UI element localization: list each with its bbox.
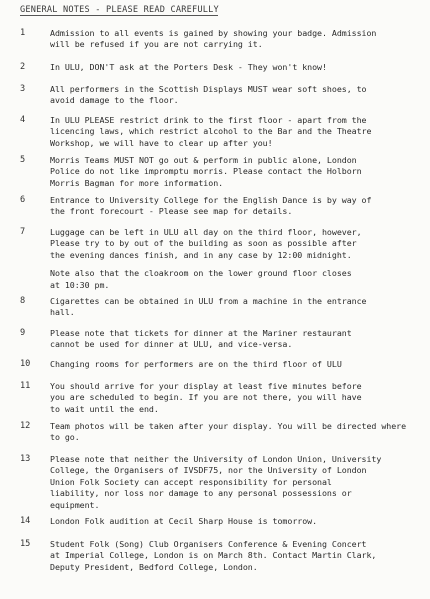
text-line: Cigarettes can be obtained in ULU from a machine in the entrance [50,296,367,306]
item-number: 5 [20,155,26,165]
text-line: Workshop, we will have to clear up after you! [50,137,273,148]
text-line: Please note that tickets for dinner at the Mariner restaurant [50,328,352,338]
item-text [50,115,424,149]
text-line: College, the Organisers of IVSDF75, nor the University of London [50,465,367,476]
item-text [50,328,424,351]
text-line: Please note that neither the University of London Union, University [50,454,382,464]
item-number: 8 [20,296,26,306]
item-text [50,539,424,573]
text-line: London Folk audition at Cecil Sharp House is tomorrow. [50,516,318,526]
item-text [50,381,424,415]
item-number: 12 [20,421,31,431]
item-number: 3 [20,84,26,94]
text-line: All performers in the Scottish Displays MUST wear soft shoes, to [50,84,367,94]
item-text [50,454,424,511]
text-line: you are scheduled to begin. If you are not there, you will have [50,392,362,403]
item-number: 4 [20,115,26,125]
text-line: Police do not like impromptu morris. Please contact the Holborn [50,166,362,177]
text-line: In ULU PLEASE restrict drink to the first floor - apart from the [50,115,367,125]
item-number: 15 [20,539,31,549]
text-line: Morris Teams MUST NOT go out & perform in public alone, London [50,155,357,165]
item-text [50,155,424,189]
item-number: 14 [20,516,31,526]
page-heading: GENERAL NOTES - PLEASE READ CAREFULLY [20,5,219,15]
item-text [50,296,424,319]
item-text [50,516,424,527]
heading-underline [20,15,218,16]
text-line: avoid damage to the floor. [50,95,179,106]
item-text [50,359,424,370]
item-number: 7 [20,227,26,237]
text-line: In ULU, DON'T ask at the Porters Desk - They won't know! [50,62,327,72]
item-number: 9 [20,328,26,338]
item-text [50,421,424,444]
text-line: You should arrive for your display at least five minutes before [50,381,362,391]
item-text [50,28,424,51]
text-line: cannot be used for dinner at ULU, and vice-versa. [50,339,293,350]
text-line: Note also that the cloakroom on the lower ground floor closes [50,268,352,279]
text-line: Student Folk (Song) Club Organisers Conference & Evening Concert [50,539,367,549]
text-line: to wait until the end. [50,403,159,414]
text-line: Luggage can be left in ULU all day on the third floor, however, [50,227,362,237]
item-text [50,227,424,291]
item-text [50,62,424,73]
text-line: Admission to all events is gained by showing your badge. Admission [50,28,377,38]
item-text [50,84,424,107]
text-line: Team photos will be taken after your display. You will be directed where [50,421,407,431]
item-text [50,195,424,218]
item-number: 2 [20,62,26,72]
text-line: liability, nor loss nor damage to any personal possessions or [50,488,352,499]
item-note [50,268,424,291]
text-line: Morris Bagman for more information. [50,177,224,188]
item-number: 1 [20,28,26,38]
item-number: 11 [20,381,31,391]
item-number: 10 [20,359,31,369]
text-line: Entrance to University College for the English Dance is by way of [50,195,372,205]
text-line: Union Folk Society can accept responsibility for personal [50,476,332,487]
text-line: hall. [50,307,75,318]
text-line: licencing laws, which restrict alcohol to the Bar and the Theatre [50,126,372,137]
text-line: will be refused if you are not carrying it. [50,39,263,50]
text-line: at Imperial College, London is on March 8th. Contact Martin Clark, [50,550,377,561]
text-line: Changing rooms for performers are on the third floor of ULU [50,359,342,369]
text-line: the evening dances finish, and in any case by 12:00 midnight. [50,249,352,260]
text-line: equipment. [50,499,100,510]
text-line: Deputy President, Bedford College, London. [50,561,258,572]
text-line: Please try to by out of the building as soon as possible after [50,238,357,249]
text-line: to go. [50,432,80,443]
text-line: the front forecourt - Please see map for details. [50,206,293,217]
item-number: 13 [20,454,31,464]
text-line: at 10:30 pm. [50,279,110,290]
item-number: 6 [20,195,26,205]
